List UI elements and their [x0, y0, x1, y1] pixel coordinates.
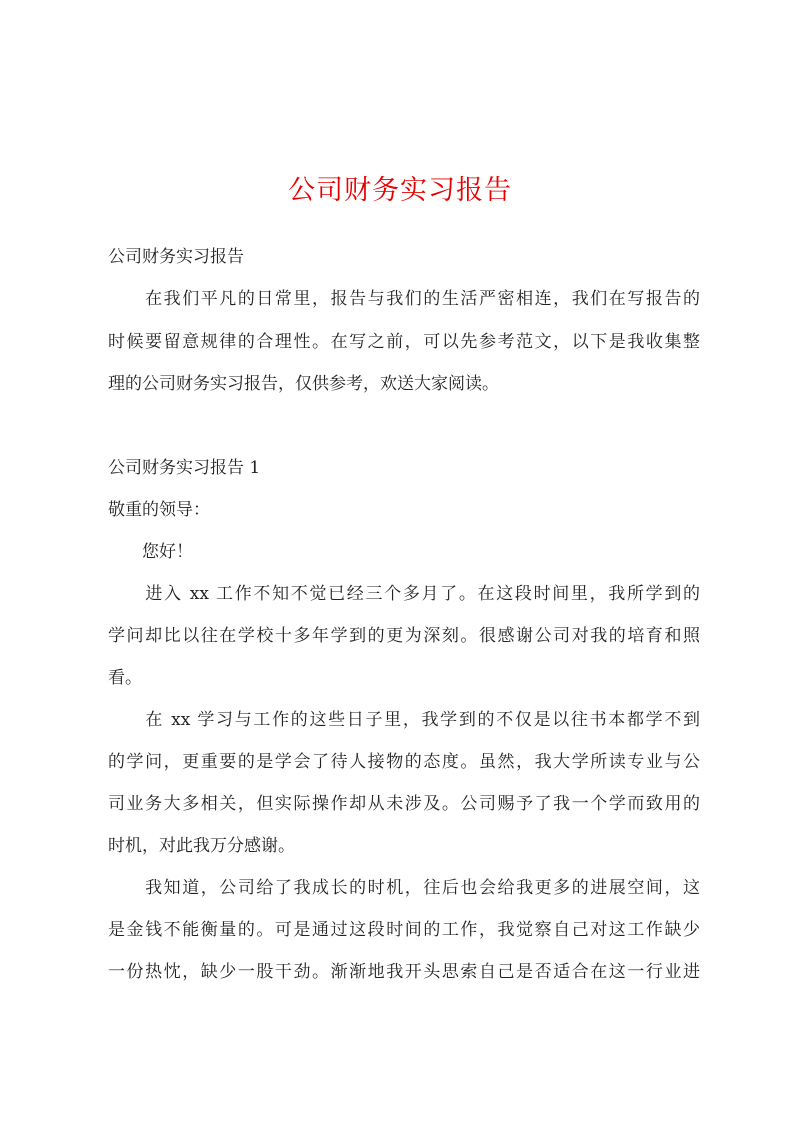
document-title: 公司财务实习报告: [288, 175, 512, 206]
salutation: 敬重的领导：: [108, 500, 210, 520]
paragraph-line: 看。: [108, 668, 142, 688]
paragraph-line: 是金钱不能衡量的。可是通过这段时间的工作，我觉察自己对这工作缺少: [108, 920, 700, 940]
paragraph-line: 我知道，公司给了我成长的时机，往后也会给我更多的进展空间，这: [108, 878, 700, 898]
paragraph-line: 学问却比以往在学校十多年学到的更为深刻。很感谢公司对我的培育和照: [108, 626, 700, 646]
intro-line: 在我们平凡的日常里，报告与我们的生活严密相连，我们在写报告的: [108, 289, 700, 309]
intro-line: 时候要留意规律的合理性。在写之前，可以先参考范文，以下是我收集整: [108, 332, 700, 352]
section-heading: 公司财务实习报告 1: [108, 458, 261, 478]
document-subtitle: 公司财务实习报告: [108, 247, 244, 267]
paragraph-line: 进入 xx 工作不知不觉已经三个多月了。在这段时间里，我所学到的: [108, 584, 700, 604]
paragraph-line: 的学问，更重要的是学会了待人接物的态度。虽然，我大学所读专业与公: [108, 752, 700, 772]
intro-line: 理的公司财务实习报告，仅供参考，欢送大家阅读。: [108, 374, 499, 394]
paragraph-line: 时机，对此我万分感谢。: [108, 836, 295, 856]
paragraph-line: 司业务大多相关，但实际操作却从未涉及。公司赐予了我一个学而致用的: [108, 794, 700, 814]
paragraph-line: 在 xx 学习与工作的这些日子里，我学到的不仅是以往书本都学不到: [108, 710, 700, 730]
greeting: 您好！: [108, 542, 193, 562]
paragraph-line: 一份热忱，缺少一股干劲。渐渐地我开头思索自己是否适合在这一行业进: [108, 962, 700, 982]
